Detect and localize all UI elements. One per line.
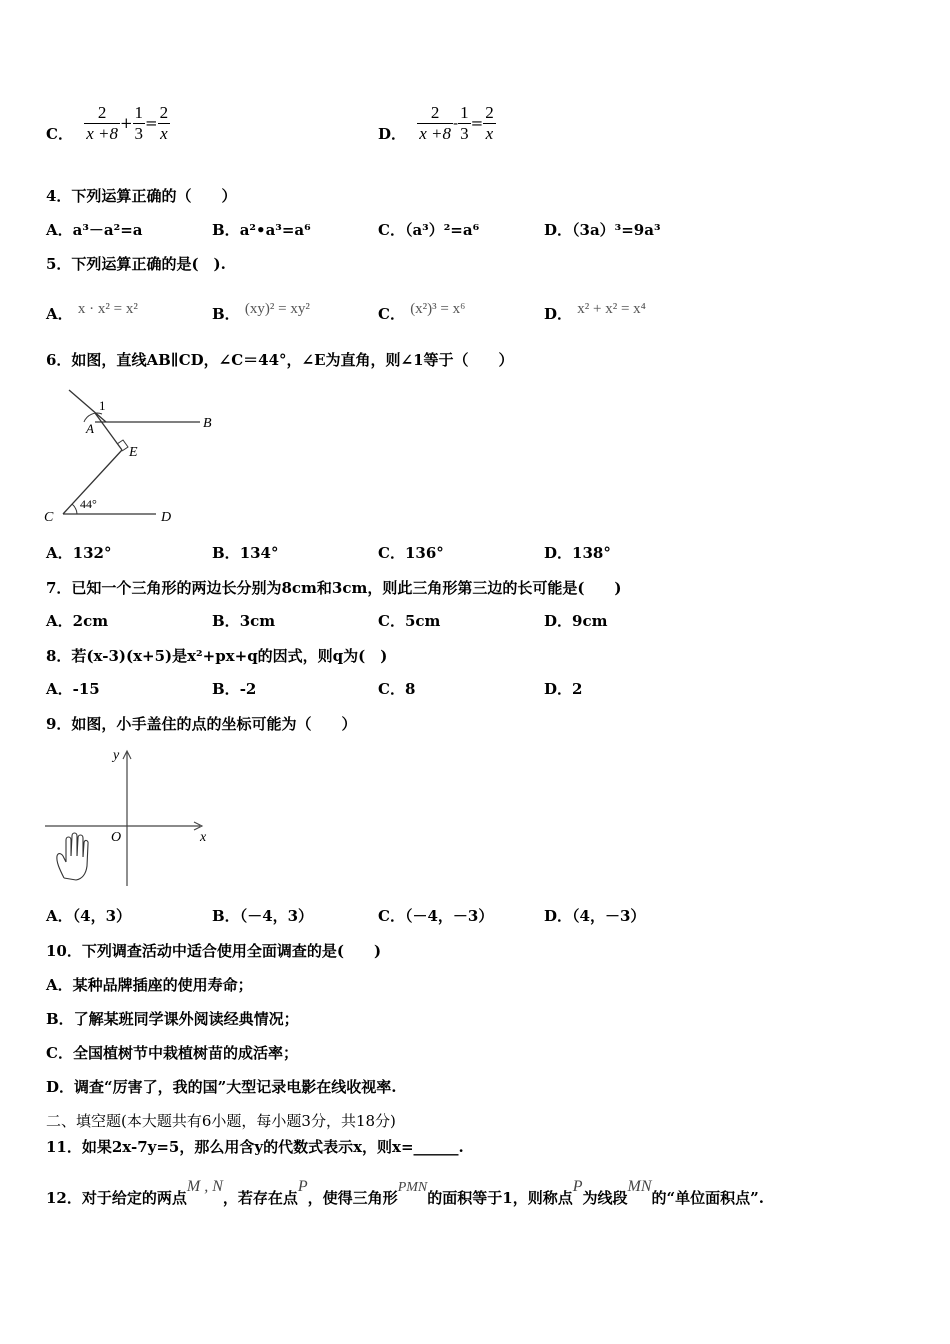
q6-option-d: D．138° bbox=[544, 544, 611, 562]
q4-option-c: C．（a³）²=a⁶ bbox=[378, 221, 480, 239]
option-label: D． bbox=[378, 125, 407, 143]
label-y: y bbox=[113, 748, 120, 763]
q5-option-c: C． (x²)³ = x⁶ bbox=[378, 301, 466, 323]
label-x: x bbox=[200, 830, 207, 845]
section-heading: 二、填空题(本大题共有6小题，每小题3分，共18分) bbox=[46, 1112, 396, 1130]
fraction: $\frac{1}{3}$ bbox=[134, 102, 144, 143]
option-label: C． bbox=[46, 125, 73, 143]
fraction: $\frac{1}{3}$ bbox=[460, 102, 469, 143]
q10-option-b: B．了解某班同学课外阅读经典情况； bbox=[46, 1010, 299, 1028]
label-1: 1 bbox=[99, 398, 106, 413]
q7-option-b: B．3cm bbox=[212, 612, 276, 630]
hand-icon bbox=[57, 833, 88, 880]
label-e: E bbox=[129, 445, 138, 460]
q4-option-b: B．a²•a³=a⁶ bbox=[212, 221, 311, 239]
angle-c-arc bbox=[72, 504, 77, 514]
q4-option-d: D．（3a）³=9a³ bbox=[544, 221, 661, 239]
segment-ae bbox=[95, 413, 122, 450]
q6-option-a: A．132° bbox=[46, 544, 112, 562]
q8-stem: 8．若(x-3)(x+5)是x²+px+q的因式，则q为( ) bbox=[46, 647, 388, 665]
q8-option-a: A．-15 bbox=[46, 680, 100, 698]
q10-option-a: A．某种品牌插座的使用寿命； bbox=[46, 976, 253, 994]
q5-option-a: A． x · x² = x² bbox=[46, 301, 138, 323]
q7-stem: 7．已知一个三角形的两边长分别为8cm和3cm，则此三角形第三边的长可能是( ) bbox=[46, 579, 622, 597]
q3-option-d: D． $\frac{2}{x +8}$ - $\frac{1}{3}$ = $\frac{2}{x}$ bbox=[378, 102, 494, 143]
label-a: A bbox=[86, 421, 94, 436]
q6-figure bbox=[38, 382, 228, 532]
q7-option-d: D．9cm bbox=[544, 612, 608, 630]
angle-label: 44° bbox=[80, 497, 97, 511]
label-o: O bbox=[111, 830, 122, 845]
fraction: $\frac{2}{x}$ bbox=[159, 102, 169, 143]
q8-option-b: B．-2 bbox=[212, 680, 257, 698]
fraction: $\frac{2}{x +8}$ bbox=[86, 102, 118, 143]
fraction: $\frac{2}{x}$ bbox=[485, 102, 494, 143]
q6-option-c: C．136° bbox=[378, 544, 444, 562]
label-c: C bbox=[44, 510, 54, 525]
q7-option-c: C．5cm bbox=[378, 612, 441, 630]
q6-stem: 6．如图，直线AB∥CD，∠C＝44°，∠E为直角，则∠1等于（ ） bbox=[46, 351, 514, 369]
q3-option-c: C． $\frac{2}{x +8}$ + $\frac{1}{3}$ = $\frac{2}{x}$ bbox=[46, 102, 169, 143]
q4-option-a: A．a³－a²=a bbox=[46, 221, 143, 239]
q4-stem: 4．下列运算正确的（ ） bbox=[46, 187, 237, 205]
q5-stem: 5．下列运算正确的是( ). bbox=[46, 255, 226, 273]
q9-figure bbox=[40, 742, 220, 892]
label-d: D bbox=[161, 510, 172, 525]
fraction: $\frac{2}{x +8}$ bbox=[419, 102, 452, 143]
q9-option-c: C．（－4，－3） bbox=[378, 907, 494, 925]
q11-stem: 11．如果2x-7y=5，那么用含y的代数式表示x，则x=______. bbox=[46, 1138, 464, 1156]
q8-option-d: D．2 bbox=[544, 680, 583, 698]
q9-option-d: D．（4，－3） bbox=[544, 907, 646, 925]
q5-option-d: D． x² + x² = x⁴ bbox=[544, 301, 646, 323]
q5-option-b: B． (xy)² = xy² bbox=[212, 301, 310, 323]
q9-option-a: A．（4，3） bbox=[46, 907, 132, 925]
label-b: B bbox=[203, 416, 212, 431]
q10-option-d: D．调查“厉害了，我的国”大型记录电影在线收视率. bbox=[46, 1078, 397, 1096]
q10-option-c: C．全国植树节中栽植树苗的成活率； bbox=[46, 1044, 298, 1062]
q9-option-b: B．（－4，3） bbox=[212, 907, 314, 925]
q6-option-b: B．134° bbox=[212, 544, 279, 562]
q10-stem: 10．下列调查活动中适合使用全面调查的是( ) bbox=[46, 942, 382, 960]
q9-stem: 9．如图，小手盖住的点的坐标可能为（ ） bbox=[46, 715, 357, 733]
q12-stem: 12．对于给定的两点M , N，若存在点P，使得三角形PMN的面积等于1，则称点P为线段MN的“单位面积点”. bbox=[46, 1178, 764, 1207]
q7-option-a: A．2cm bbox=[46, 612, 109, 630]
q8-option-c: C．8 bbox=[378, 680, 416, 698]
